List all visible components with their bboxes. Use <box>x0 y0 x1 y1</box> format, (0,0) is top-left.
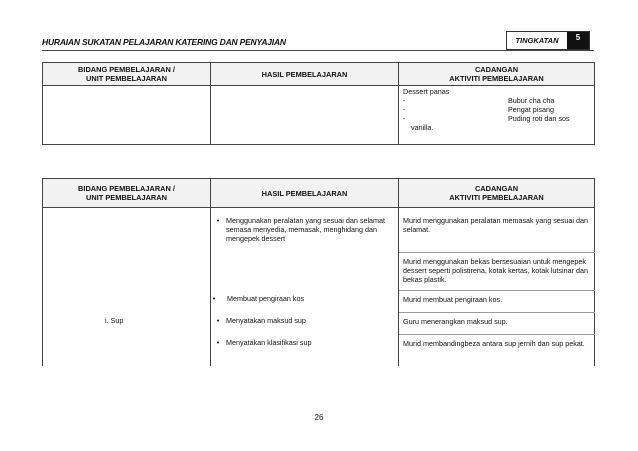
header-learning-area-line1: BIDANG PEMBELAJARAN / <box>78 65 175 74</box>
outcome-text: Membuat pengiraan kos <box>227 294 305 303</box>
outcome-text: Menyatakan klasifikasi sup <box>226 338 312 347</box>
activity-cell: Murid membandingbeza antara sup jernih dan sup pekat. <box>399 334 595 366</box>
document-title: HURAIAN SUKATAN PELAJARAN KATERING DAN PENYAJIAN <box>42 37 286 47</box>
table-header <box>43 179 595 208</box>
outcome-item <box>215 316 394 325</box>
header-learning-area <box>43 63 211 86</box>
dessert-item: Bubur cha cha <box>508 96 555 105</box>
bullet: • <box>216 216 220 225</box>
learning-outcome-cell <box>211 86 399 145</box>
dessert-heading: Dessert panas <box>403 87 450 96</box>
list-item <box>403 105 590 114</box>
syllabus-table-1 <box>42 62 595 145</box>
header-learning-area-line2: UNIT PEMBELAJARAN <box>86 193 167 202</box>
activity-cell: Murid membuat pengiraan kos. <box>399 290 595 312</box>
dessert-item: Puding roti dan sos <box>508 114 570 123</box>
learning-area-cell <box>43 86 211 145</box>
learning-area-cell <box>43 290 211 312</box>
level-box <box>506 31 590 50</box>
activity-cell: Guru menerangkan maksud sup. <box>399 312 595 334</box>
table-header <box>43 63 595 86</box>
header-activity-line1: CADANGAN <box>474 65 519 74</box>
learning-outcome-cell <box>211 208 399 253</box>
outcome-text: Menggunakan peralatan yang sesuai dan selamat semasa menyedia, memasak, menghidang dan mengepek dessert <box>226 216 386 243</box>
dash: - <box>403 114 406 123</box>
header-activity-line2: AKTIVITI PEMBELAJARAN <box>449 193 544 202</box>
header-learning-outcome: HASIL PEMBELAJARAN <box>211 63 399 86</box>
list-item <box>403 96 590 105</box>
activity-cell: Murid menggunakan peralatan memasak yang sesuai dan selamat. <box>399 208 595 253</box>
table-row <box>43 86 595 145</box>
dash: - <box>403 105 406 114</box>
table-row <box>43 290 595 312</box>
header-suggested-activity <box>399 179 595 208</box>
learning-outcome-cell <box>211 312 399 334</box>
outcome-item <box>215 338 394 347</box>
table-row <box>43 334 595 366</box>
list-item <box>403 114 590 123</box>
table-row <box>43 312 595 334</box>
table-row <box>43 208 595 253</box>
bullet: • <box>216 316 220 325</box>
header-activity-line2: AKTIVITI PEMBELAJARAN <box>449 74 544 83</box>
learning-area-cell: i. Sup <box>43 312 211 334</box>
header-learning-area <box>43 179 211 208</box>
syllabus-table-2 <box>42 178 595 366</box>
learning-outcome-cell <box>211 252 399 290</box>
header-learning-area-line1: BIDANG PEMBELAJARAN / <box>78 184 175 193</box>
table-row <box>43 252 595 290</box>
level-label: TINGKATAN <box>515 36 559 45</box>
dessert-continuation: vanilla. <box>411 123 434 132</box>
dessert-item: Pengat pisang <box>508 105 554 114</box>
outcome-item <box>215 216 394 243</box>
outcome-text: Menyatakan maksud sup <box>226 316 306 325</box>
learning-area-cell <box>43 334 211 366</box>
header-suggested-activity <box>399 63 595 86</box>
learning-area-cell <box>43 208 211 253</box>
header-learning-outcome: HASIL PEMBELAJARAN <box>211 179 399 208</box>
dash: - <box>403 96 406 105</box>
outcome-item <box>211 294 394 303</box>
level-value: 5 <box>567 32 589 49</box>
activity-cell <box>399 86 595 145</box>
bullet: • <box>216 338 220 347</box>
header-activity-line1: CADANGAN <box>474 184 519 193</box>
learning-outcome-cell <box>211 290 399 312</box>
learning-outcome-cell <box>211 334 399 366</box>
activity-cell: Murid menggunakan bekas bersesuaian untuk mengepek dessert seperti polistirena, kotak kertas, kotak lutsinar dan bekas plastik. <box>399 252 595 290</box>
header-learning-area-line2: UNIT PEMBELAJARAN <box>86 74 167 83</box>
bullet: • <box>212 294 216 303</box>
header-rule <box>42 50 594 51</box>
learning-area-cell <box>43 252 211 290</box>
page-number: 26 <box>314 413 324 422</box>
